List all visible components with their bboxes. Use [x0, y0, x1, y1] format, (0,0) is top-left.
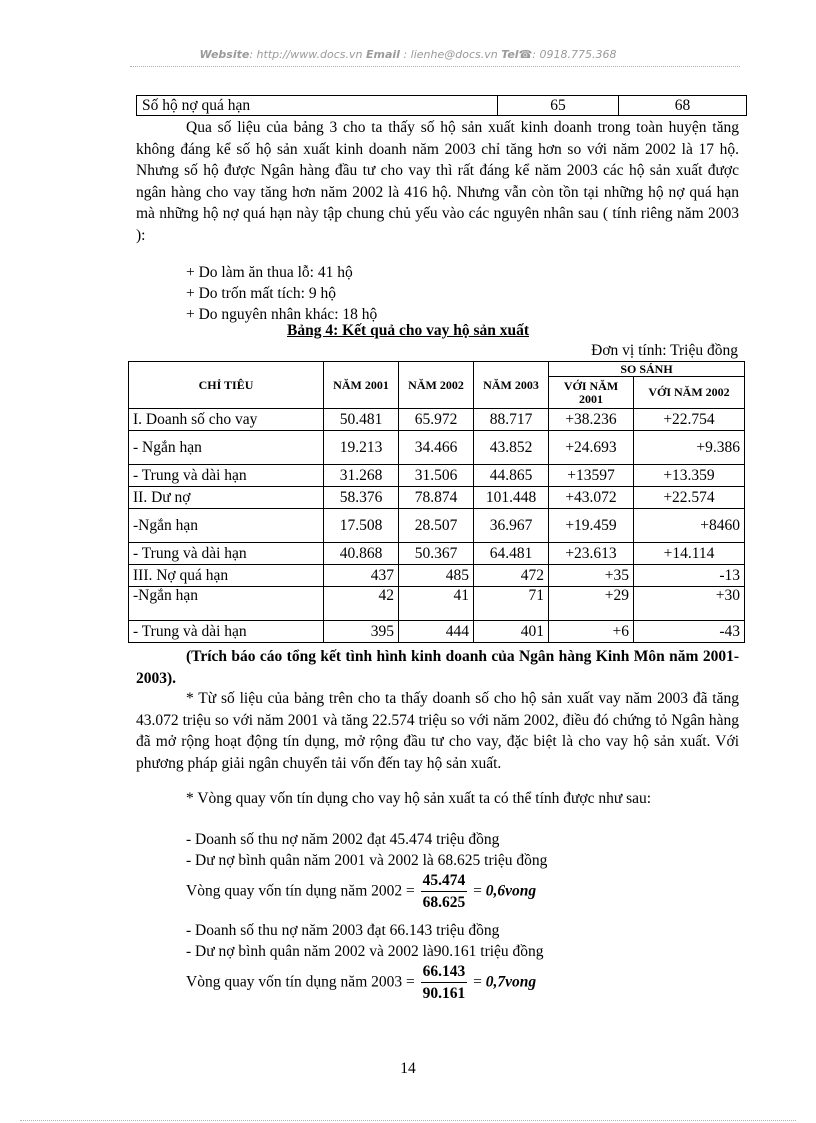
cell-value: 88.717	[474, 409, 549, 431]
table-row	[129, 621, 745, 643]
cell-value: 41	[399, 587, 474, 621]
cell-value: 401	[474, 621, 549, 643]
cell-value: 36.967	[474, 509, 549, 543]
overdue-households-table	[136, 95, 747, 116]
calc-2002-lines	[186, 829, 547, 871]
paragraph-3: * Vòng quay vốn tín dụng cho vay hộ sản xuất ta có thể tính được như sau:	[186, 790, 652, 807]
website-label: Website	[199, 48, 250, 61]
row-label: - Trung và dài hạn	[129, 543, 324, 565]
denominator: 68.625	[422, 894, 466, 911]
table-row	[129, 465, 745, 487]
list-item: + Do nguyên nhân khác: 18 hộ	[186, 306, 378, 323]
fraction	[421, 963, 468, 1003]
formula-2002	[186, 872, 536, 912]
cell-value: 31.268	[324, 465, 399, 487]
cell-value: 17.508	[324, 509, 399, 543]
table-row	[129, 565, 745, 587]
cause-list	[186, 262, 377, 325]
row-label: - Trung và dài hạn	[129, 621, 324, 643]
fraction	[421, 872, 468, 912]
page-number: 14	[400, 1060, 416, 1077]
cell-value: 50.481	[324, 409, 399, 431]
loan-results-table	[128, 361, 745, 643]
cell-value: 34.466	[399, 431, 474, 465]
row-label: I. Doanh số cho vay	[129, 409, 324, 431]
row-label: III. Nợ quá hạn	[129, 565, 324, 587]
table-row	[129, 487, 745, 509]
paragraph-1: Qua số liệu của bảng 3 cho ta thấy số hộ sản xuất kinh doanh trong toàn huyện tăng không đáng kể số hộ sản xuất kinh doanh năm 2003 chỉ tăng hơn so với năm 2002 là 17 hộ. Nhưng số hộ được Ngân hàng đầu tư cho vay thì rất đáng kể năm 2003 các hộ sản xuất được ngân hàng cho vay tăng hơn năm 2002 là 416 hộ. Nhưng vẫn còn tồn tại những hộ nợ quá hạn mà những hộ nợ quá hạn này tập chung chủ yếu vào các nguyên nhân sau ( tính riêng năm 2003 ):	[136, 119, 739, 244]
table-row	[137, 96, 747, 116]
cell-value: +30	[634, 587, 745, 621]
col-header-2003: NĂM 2003	[474, 362, 549, 409]
footer-divider	[20, 1120, 796, 1121]
cell-value: +8460	[634, 509, 745, 543]
list-item: + Do trốn mất tích: 9 hộ	[186, 285, 336, 302]
cell-value: +14.114	[634, 543, 745, 565]
row-label: -Ngắn hạn	[129, 587, 324, 621]
cell-value: 472	[474, 565, 549, 587]
cell-value: +22.754	[634, 409, 745, 431]
cell-value: 65	[498, 96, 619, 116]
cell-value: +24.693	[549, 431, 634, 465]
table-row	[129, 431, 745, 465]
table-row	[129, 587, 745, 621]
numerator: 66.143	[421, 963, 468, 983]
cell-value: +9.386	[634, 431, 745, 465]
paragraph-2: * Từ số liệu của bảng trên cho ta thấy doanh số cho hộ sản xuất vay năm 2003 đã tăng 43.072 triệu so với năm 2001 và tăng 22.574 triệu so với năm 2002, điều đó chứng tỏ Ngân hàng đã mở rộng hoạt động tín dụng, mở rộng đầu tư cho vay, đặc biệt là cho vay hộ sản xuất. Với phương pháp giải ngân chuyển tải vốn đến tay hộ sản xuất.	[136, 690, 739, 772]
cell-value: +35	[549, 565, 634, 587]
col-header-vs2001: VỚI NĂM 2001	[549, 377, 634, 409]
cell-value: -43	[634, 621, 745, 643]
email-text: : lienhe@docs.vn	[403, 48, 498, 61]
unit-label: Đơn vị tính: Triệu đồng	[591, 342, 738, 359]
numerator: 45.474	[421, 872, 468, 892]
table-row	[129, 509, 745, 543]
cell-value: 395	[324, 621, 399, 643]
cell-value: 71	[474, 587, 549, 621]
formula-label: Vòng quay vốn tín dụng năm 2003 =	[186, 973, 415, 991]
cell-value: 65.972	[399, 409, 474, 431]
table-row	[129, 543, 745, 565]
cell-value: 43.852	[474, 431, 549, 465]
calc-line: - Doanh số thu nợ năm 2003 đạt 66.143 triệu đồng	[186, 922, 500, 939]
table-caption: Bảng 4: Kết quả cho vay hộ sản xuất	[286, 322, 529, 339]
row-label: - Trung và dài hạn	[129, 465, 324, 487]
calc-line: - Doanh số thu nợ năm 2002 đạt 45.474 triệu đồng	[186, 831, 500, 848]
page-header	[0, 48, 816, 61]
email-label: Email	[366, 48, 400, 61]
cell-value: 64.481	[474, 543, 549, 565]
col-header-sosanh: SO SÁNH	[549, 362, 745, 377]
col-header-chitieu: CHỈ TIÊU	[129, 362, 324, 409]
cell-value: 68	[619, 96, 747, 116]
tel-text: ☎: 0918.775.368	[518, 48, 617, 61]
row-label: - Ngắn hạn	[129, 431, 324, 465]
cell-value: +22.574	[634, 487, 745, 509]
cell-value: -13	[634, 565, 745, 587]
cell-value: +23.613	[549, 543, 634, 565]
cell-value: 101.448	[474, 487, 549, 509]
row-label: -Ngắn hạn	[129, 509, 324, 543]
cell-value: 31.506	[399, 465, 474, 487]
formula-2003	[186, 963, 536, 1003]
cell-value: 28.507	[399, 509, 474, 543]
cell-value: +13.359	[634, 465, 745, 487]
tel-label: Tel	[501, 48, 519, 61]
cell-value: 437	[324, 565, 399, 587]
col-header-2001: NĂM 2001	[324, 362, 399, 409]
cell-value: 485	[399, 565, 474, 587]
calc-line: - Dư nợ bình quân năm 2001 và 2002 là 68.625 triệu đồng	[186, 852, 548, 869]
cell-value: +43.072	[549, 487, 634, 509]
website-text: : http://www.docs.vn	[249, 48, 363, 61]
calc-2003-lines	[186, 920, 544, 962]
cell-value: 50.367	[399, 543, 474, 565]
calc-line: - Dư nợ bình quân năm 2002 và 2002 là90.161 triệu đồng	[186, 943, 544, 960]
col-header-2002: NĂM 2002	[399, 362, 474, 409]
formula-result: 0,7vong	[485, 973, 537, 991]
equals-sign: =	[473, 973, 482, 991]
cell-value: 78.874	[399, 487, 474, 509]
cell-value: 42	[324, 587, 399, 621]
equals-sign: =	[473, 882, 482, 900]
formula-result: 0,6vong	[485, 882, 537, 900]
cell-value: +13597	[549, 465, 634, 487]
denominator: 90.161	[422, 985, 466, 1002]
list-item: + Do làm ăn thua lỗ: 41 hộ	[186, 264, 353, 281]
col-header-vs2002: VỚI NĂM 2002	[634, 377, 745, 409]
cell-value: 19.213	[324, 431, 399, 465]
header-row	[129, 362, 745, 377]
cell-value: +6	[549, 621, 634, 643]
cell-value: 444	[399, 621, 474, 643]
cell-value: 58.376	[324, 487, 399, 509]
header-divider	[130, 66, 740, 67]
cell-value: 44.865	[474, 465, 549, 487]
cell-value: +29	[549, 587, 634, 621]
row-label: II. Dư nợ	[129, 487, 324, 509]
cell-value: +19.459	[549, 509, 634, 543]
cell-value: 40.868	[324, 543, 399, 565]
cell-value: +38.236	[549, 409, 634, 431]
row-label: Số hộ nợ quá hạn	[137, 96, 498, 116]
table-row	[129, 409, 745, 431]
formula-label: Vòng quay vốn tín dụng năm 2002 =	[186, 882, 415, 900]
source-note: (Trích báo cáo tổng kết tình hình kinh doanh của Ngân hàng Kinh Môn năm 2001-2003).	[136, 648, 739, 687]
